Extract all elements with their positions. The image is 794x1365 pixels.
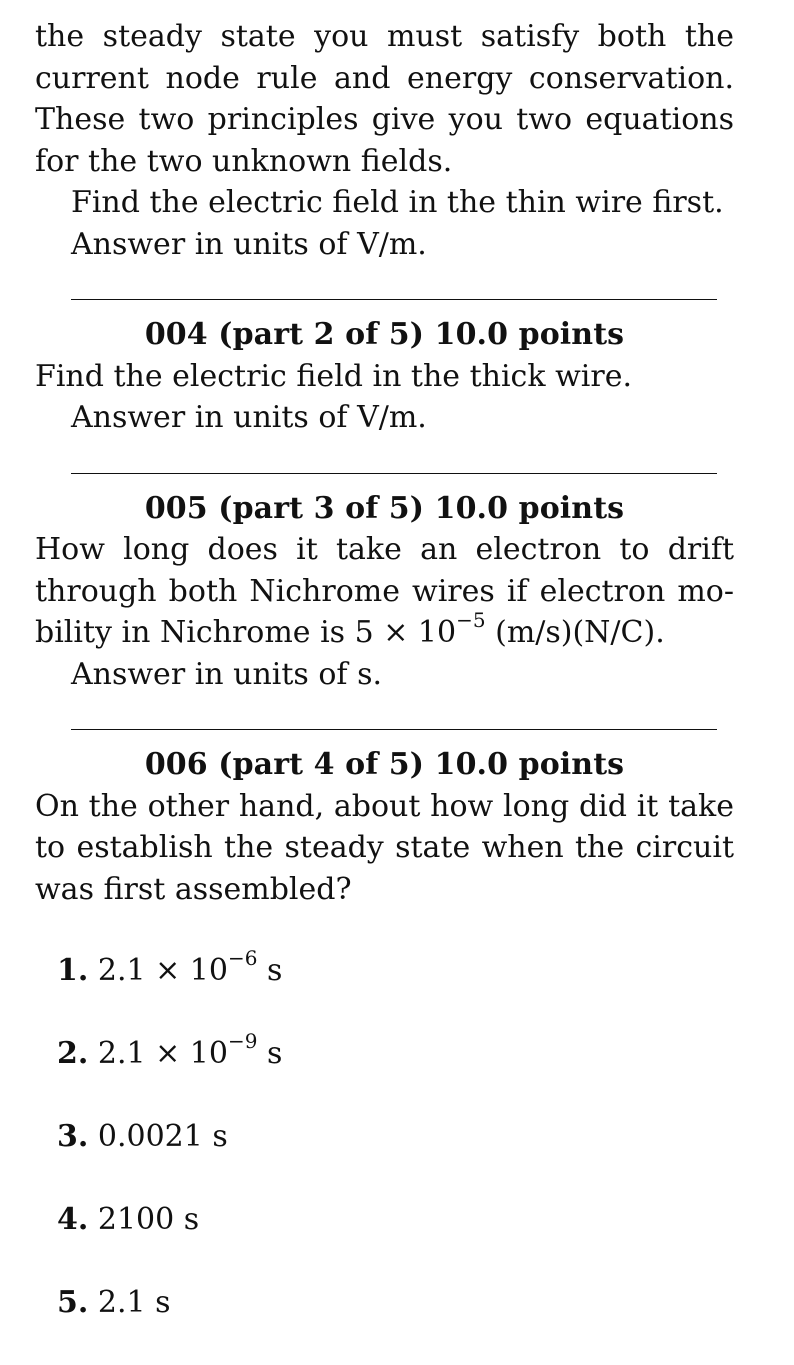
- answer-choice[interactable]: [57, 1029, 734, 1116]
- choice-value: 0.0021 s: [97, 1119, 228, 1154]
- choice-number: 5.: [57, 1285, 89, 1320]
- choice-number: 3.: [57, 1119, 89, 1154]
- question-005-text: [35, 529, 734, 654]
- question-005-text-tail: (m/s)(N/C).: [485, 615, 665, 650]
- answer-choice[interactable]: [57, 946, 734, 1033]
- answer-choice[interactable]: [57, 1116, 734, 1199]
- choice-value: 2.1 × 10: [97, 953, 228, 988]
- answer-divider: [71, 473, 717, 474]
- question-004-answer-units: Answer in units of V/m.: [71, 400, 427, 435]
- choice-unit: s: [257, 953, 283, 988]
- choice-exponent: −9: [227, 1029, 258, 1053]
- choice-value: 2100 s: [97, 1202, 200, 1237]
- intro-instruction: Find the electric field in the thin wire first.: [71, 185, 724, 220]
- answer-choice[interactable]: [57, 1199, 734, 1282]
- answer-divider: [71, 299, 717, 300]
- question-006-text: On the other hand, about how long did it take to establish the steady state when the circuit was first assembled?: [35, 788, 734, 907]
- intro-paragraph: the steady state you must satisfy both the current node rule and energy conservation. These two principles give you two equations for the two unknown fields.: [35, 19, 734, 179]
- question-005-exponent: −5: [456, 608, 486, 632]
- question-006-heading: 006 (part 4 of 5) 10.0 points: [144, 747, 625, 782]
- question-004-text: Find the electric field in the thick wire.: [35, 358, 632, 394]
- question-005-heading: 005 (part 3 of 5) 10.0 points: [144, 490, 625, 526]
- answer-choice[interactable]: [57, 1282, 734, 1365]
- intro-answer-units: Answer in units of V/m.: [71, 226, 427, 262]
- choice-unit: s: [257, 1036, 283, 1071]
- choice-number: 4.: [57, 1202, 89, 1237]
- question-004-heading: 004 (part 2 of 5) 10.0 points: [144, 317, 625, 352]
- choice-value: 2.1 × 10: [97, 1036, 228, 1071]
- choice-exponent: −6: [227, 946, 258, 970]
- question-005-text-main: How long does it take an electron to drift through both Nichrome wires if electron mo-bility in Nichrome is 5 × 10: [35, 532, 734, 650]
- choice-number: 2.: [57, 1036, 89, 1071]
- choice-number: 1.: [57, 953, 89, 988]
- choice-value: 2.1 s: [97, 1285, 171, 1320]
- question-005-answer-units: Answer in units of s.: [71, 656, 383, 692]
- answer-divider: [71, 729, 717, 730]
- answer-choices: [35, 946, 734, 1365]
